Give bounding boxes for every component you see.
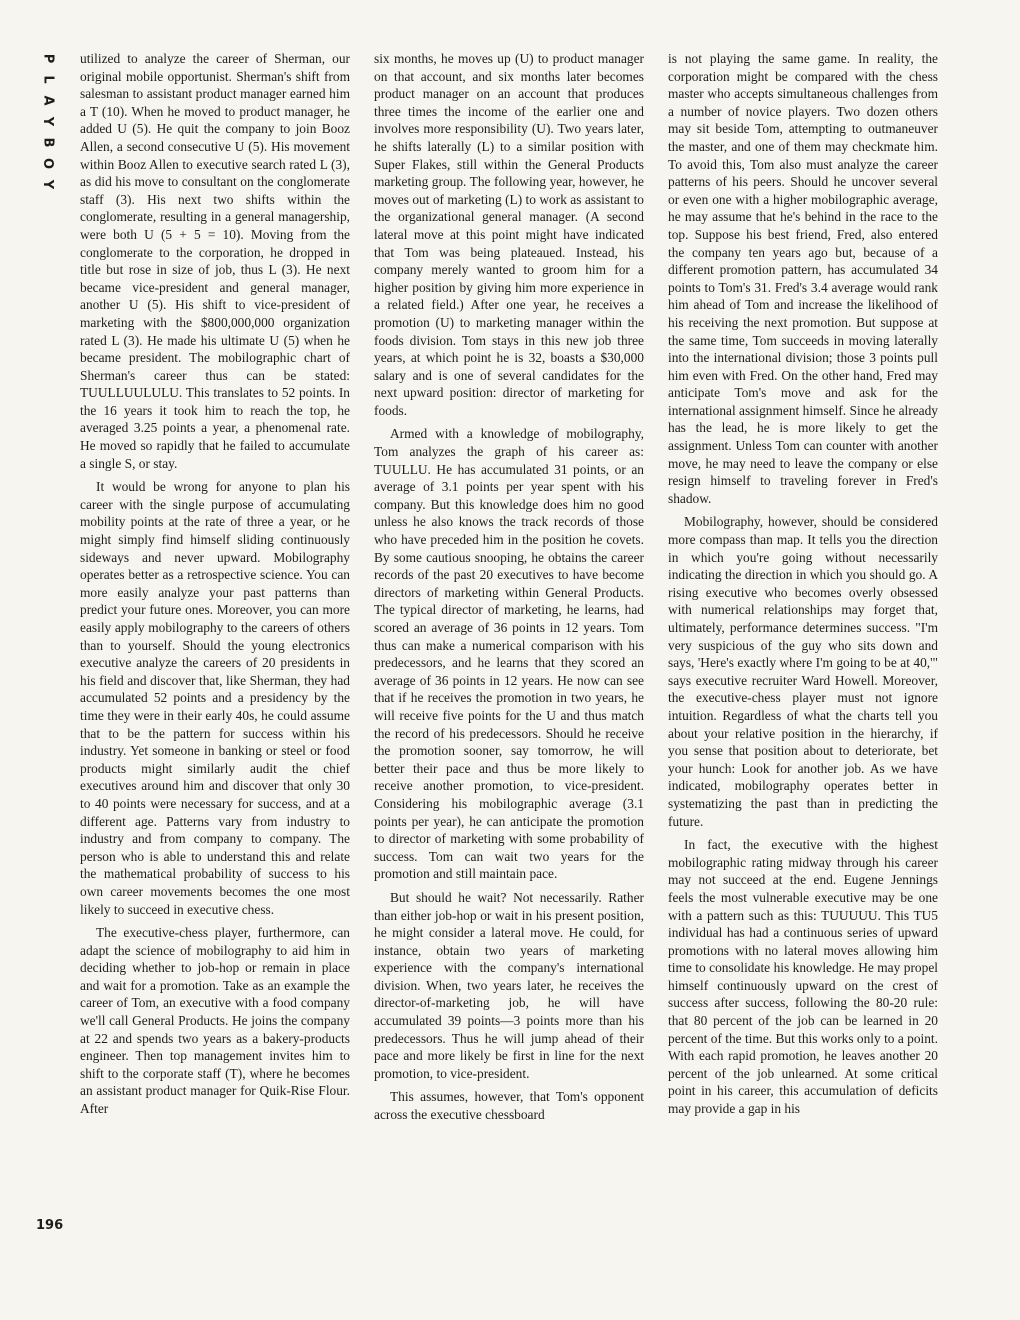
masthead-letter: A bbox=[40, 95, 56, 106]
paragraph: Mobilography, however, should be considered more compass than map. It tells you the direction in which you're going without necessarily indicating the direction in which you should go. A rising executive who becomes overly obsessed with numerical relationships may forget that, ultimately, performance determines success. "I'm very suspicious of the guy who sits down and says, 'Here's exactly where I'm going to be at 40,'" says executive recruiter Ward Howell. Moreover, the executive-chess player must not ignore intuition. Regardless of what the charts tell you about your relative position in the hierarchy, if you sense that position about to deteriorate, bet your hunch: Look for another job. As we have indicated, mobilography operates better in systematizing the past than in predicting the future. bbox=[668, 514, 938, 829]
masthead-letter: B bbox=[40, 137, 56, 148]
paragraph: The executive-chess player, furthermore, can adapt the science of mobilography to aid him in deciding whether to job-hop or remain in place and wait for a promotion. Take as an example the career of Tom, an executive with a food company we'll call General Products. He joins the company at 22 and spends two years as a bakery-products engineer. Then top management invites him to shift to the corporate staff (T), where he becomes an assistant product manager for Quik-Rise Flour. After bbox=[80, 925, 350, 1117]
masthead-letter: Y bbox=[40, 116, 56, 127]
text-column-2 bbox=[374, 50, 644, 1260]
paragraph: is not playing the same game. In reality, the corporation might be compared with the chess master who accepts simultaneous challenges from a number of novice players. Two dozen others may sit beside Tom, attempting to outmaneuver the master, and one of them may checkmate him. To avoid this, Tom also must analyze the career patterns of his peers. Should he uncover several or even one with a higher mobilographic average, he may assume that he's behind in the race to the top. Suppose his best friend, Fred, also entered the company ten years ago but, because of a different promotion pattern, has accumulated 34 points to Tom's 31. Fred's 3.4 average would rank him ahead of Tom and increase the likelihood of his receiving the next promotion. But suppose at the same time, Tom succeeds in moving laterally into the international division; those 3 points pull him even with Fred. On the other hand, Fred may anticipate Tom's move and ask for the international assignment himself. Since he already has the lead, he is more likely to get the assignment. Unless Tom can counter with another move, he may need to leave the company or else resign himself to traveling forever in Fred's shadow. bbox=[668, 51, 938, 506]
paragraph: But should he wait? Not necessarily. Rather than either job-hop or wait in his present position, he might consider a lateral move. He could, for instance, obtain two years of marketing experience with the company's international division. When, two years later, he receives the director-of-marketing job, he will have accumulated 39 points—3 points more than his predecessors. Thus he will jump ahead of their pace and more likely be first in line for the next promotion, to vice-president. bbox=[374, 889, 644, 1081]
paragraph: Armed with a knowledge of mobilography, Tom analyzes the graph of his career as: TUULLU. He has accumulated 31 points, or an average of 3.1 points per year spent with his company. But this knowledge does him no good unless he also knows the track records of those who have preceded him in the position he covets. By some cautious snooping, he obtains the career records of the past 20 executives to have become directors of marketing within General Products. The typical director of marketing, he learns, had scored an average of 36 points in 12 years. Tom thus can make a numerical comparison with his predecessors, and he learns that they scored an average of 36 points in 12 years. He now can see that if he receives the promotion in two years, he will receive five points for the U and thus match the record of his predecessors. Should he receive the promotion sooner, say tomorrow, he will better their pace and thus be more likely to receive another promotion, to vice-president. Considering his mobilographic average (3.1 points per year), he can anticipate the promotion to director of marketing with some probability of success. Tom can wait two years for the promotion and still maintain pace. bbox=[374, 426, 644, 882]
paragraph: This assumes, however, that Tom's opponent across the executive chessboard bbox=[374, 1089, 644, 1123]
masthead-letter: L bbox=[40, 75, 56, 84]
masthead-letter: O bbox=[40, 157, 56, 170]
paragraph: six months, he moves up (U) to product manager on that account, and six months later becomes product manager on an account that produces three times the income of the earlier one and involves more responsibility (U). Two years later, he shifts laterally (L) to a similar position with Super Flakes, still within the General Products marketing group. The following year, however, he moves out of marketing (L) to work as assistant to the organizational general manager. (A second lateral move at this point might have indicated that Tom was being plateaued. Instead, his company merely wanted to groom him for a higher position by giving him more experience in a related field.) After one year, he receives a promotion (U) to marketing manager within the foods division. Tom stays in this new job three years, at which point he is 32, boasts a $30,000 salary and is one of several candidates for the next upward position: director of marketing for foods. bbox=[374, 51, 644, 418]
masthead-letter: P bbox=[40, 53, 56, 64]
page-number: 196 bbox=[36, 1218, 64, 1233]
paragraph: utilized to analyze the career of Sherman, our original mobile opportunist. Sherman's shift from salesman to assistant product manager earned him a T (10). When he moved to product manager, he added U (5). He quit the company to join Booz Allen, a second consecutive U (5). His movement within Booz Allen to executive search rated L (3), as did his move to consultant on the conglomerate staff (3). His next two shifts within the conglomerate, resulting in a general managership, were both U (5 + 5 = 10). Moving from the conglomerate to the corporation, he dropped in title but rose in size of job, thus L (3). He next became vice-president and general manager, another U (5). His shift to vice-president of marketing with the $800,000,000 organization rated L (3). He made his ultimate U (5) when he became president. The mobilographic chart of Sherman's career thus can be stated: TUULLUULULU. This translates to 52 points. In the 16 years it took him to reach the top, he averaged 3.25 points a year, a phenomenal rate. He moved so rapidly that he failed to accumulate a single S, or stay. bbox=[80, 51, 350, 471]
paragraph: In fact, the executive with the highest mobilographic rating midway through his career may not succeed at the end. Eugene Jennings feels the most vulnerable executive may be one with a pattern such as this: TUUUUU. This TU5 individual has had a continuous series of upward promotions with no lateral moves allowing him time to consolidate his knowledge. He may propel himself continuously upward on the crest of success after success, following the 80-20 rule: that 80 percent of the job can be learned in 20 percent of the time. But this works only to a point. With each rapid promotion, he leaves another 20 percent of the job unlearned. At some critical point in his career, this accumulation of deficits may provide a gap in his bbox=[668, 837, 938, 1117]
text-column-3 bbox=[668, 50, 938, 1260]
text-column-1 bbox=[80, 50, 350, 1260]
paragraph: It would be wrong for anyone to plan his career with the single purpose of accumulating mobility points at the rate of three a year, or he might simply find himself sliding continuously sideways and never upward. Mobilography operates better as a retrospective science. You can more easily analyze your past patterns than predict your future ones. Moreover, you can more easily apply mobilography to the careers of others than to yourself. Should the young electronics executive analyze the careers of 20 presidents in his field and discover that, like Sherman, they had accumulated 52 points and a presidency by the time they were in their early 40s, he could assume that to be the pattern for success within his industry. Yet someone in banking or steel or food products might similarly audit the chief executives around him and discover that only 30 to 40 points were necessary for success, and at a different age. Patterns vary from industry to industry and from company to company. The person who is able to understand this and relate the mathematical probability of success to his own career movements becomes the one most likely to succeed in executive chess. bbox=[80, 479, 350, 917]
masthead-letter: Y bbox=[40, 179, 56, 190]
masthead-vertical bbox=[36, 52, 60, 199]
